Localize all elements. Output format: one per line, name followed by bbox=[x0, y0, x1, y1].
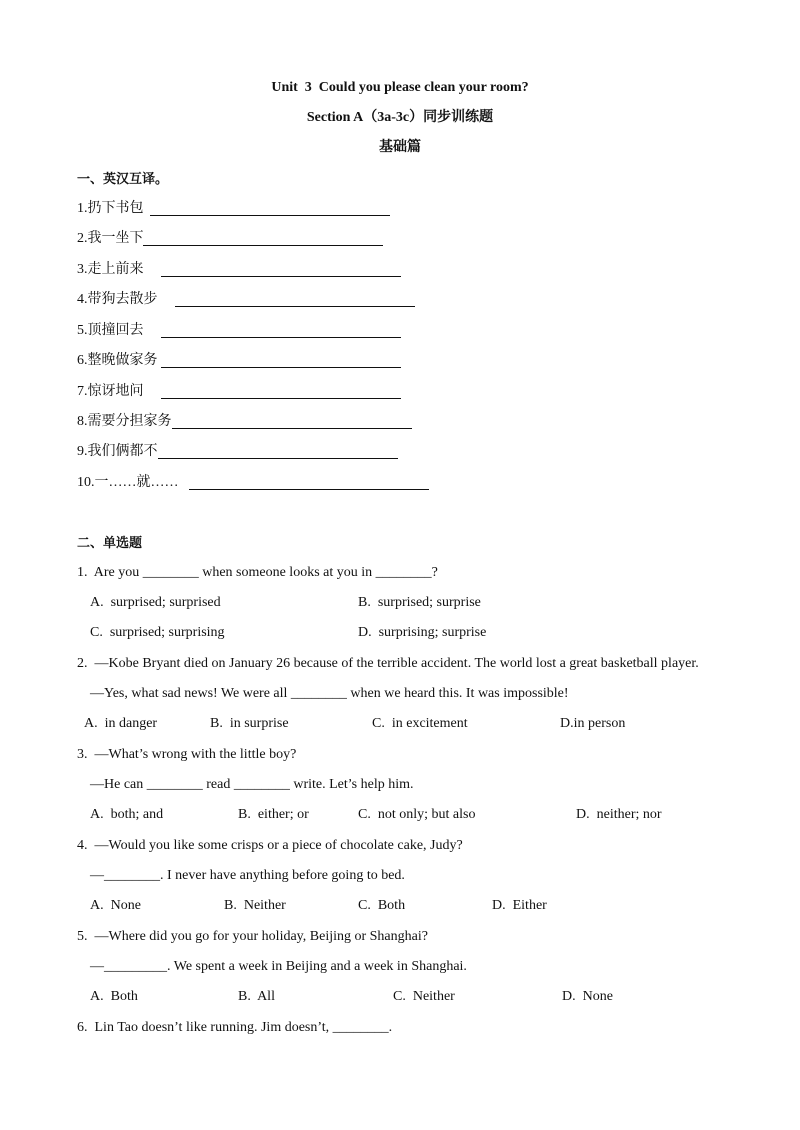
option-b[interactable]: B. All bbox=[238, 989, 275, 1004]
section-multiple-choice-heading: 二、单选题 bbox=[77, 536, 143, 551]
translation-prompt: 2.我一坐下 bbox=[77, 231, 144, 246]
option-a[interactable]: A. Both bbox=[90, 989, 138, 1004]
option-c[interactable]: C. Both bbox=[358, 898, 406, 913]
question-stem: 5. —Where did you go for your holiday, Beijing or Shanghai? bbox=[77, 929, 428, 944]
option-b[interactable]: B. Neither bbox=[224, 898, 286, 913]
option-a[interactable]: A. in danger bbox=[84, 716, 158, 731]
question-stem: 2. —Kobe Bryant died on January 26 because of the terrible accident. The world lost a great basketball player. bbox=[77, 656, 699, 671]
worksheet-level: 基础篇 bbox=[379, 140, 421, 155]
question-stem-line-2: —Yes, what sad news! We were all ________ when we heard this. It was impossible! bbox=[90, 686, 569, 701]
question-stem-line-2: —_________. We spent a week in Beijing and a week in Shanghai. bbox=[90, 959, 467, 974]
answer-blank[interactable] bbox=[158, 458, 398, 459]
translation-prompt: 10.一……就…… bbox=[77, 475, 179, 490]
worksheet-title: Unit 3 Could you please clean your room? bbox=[271, 80, 529, 95]
option-d[interactable]: D. None bbox=[562, 989, 613, 1004]
option-d[interactable]: D. Either bbox=[492, 898, 547, 913]
option-b[interactable]: B. either; or bbox=[238, 807, 309, 822]
option-a[interactable]: A. surprised; surprised bbox=[90, 595, 221, 610]
option-a[interactable]: A. both; and bbox=[90, 807, 164, 822]
translation-prompt: 9.我们俩都不 bbox=[77, 444, 158, 459]
translation-prompt: 8.需要分担家务 bbox=[77, 414, 172, 429]
option-d[interactable]: D. surprising; surprise bbox=[358, 625, 487, 640]
option-b[interactable]: B. in surprise bbox=[210, 716, 289, 731]
question-stem: 6. Lin Tao doesn’t like running. Jim doesn’t, ________. bbox=[77, 1020, 393, 1035]
answer-blank[interactable] bbox=[161, 337, 401, 338]
option-c[interactable]: C. surprised; surprising bbox=[90, 625, 225, 640]
question-stem: 3. —What’s wrong with the little boy? bbox=[77, 747, 297, 762]
answer-blank[interactable] bbox=[172, 428, 412, 429]
option-d[interactable]: D.in person bbox=[560, 716, 626, 731]
answer-blank[interactable] bbox=[161, 276, 401, 277]
answer-blank[interactable] bbox=[175, 306, 415, 307]
section-translation-heading: 一、英汉互译。 bbox=[77, 172, 169, 187]
option-c[interactable]: C. in excitement bbox=[372, 716, 468, 731]
option-d[interactable]: D. neither; nor bbox=[576, 807, 662, 822]
answer-blank[interactable] bbox=[143, 245, 383, 246]
answer-blank[interactable] bbox=[189, 489, 429, 490]
option-c[interactable]: C. not only; but also bbox=[358, 807, 476, 822]
translation-prompt: 6.整晚做家务 bbox=[77, 353, 158, 368]
question-stem: 4. —Would you like some crisps or a piece of chocolate cake, Judy? bbox=[77, 838, 463, 853]
answer-blank[interactable] bbox=[161, 367, 401, 368]
translation-prompt: 3.走上前来 bbox=[77, 262, 144, 277]
option-c[interactable]: C. Neither bbox=[393, 989, 455, 1004]
answer-blank[interactable] bbox=[150, 215, 390, 216]
translation-prompt: 1.扔下书包 bbox=[77, 201, 144, 216]
translation-prompt: 4.带狗去散步 bbox=[77, 292, 158, 307]
worksheet-subtitle: Section A（3a-3c）同步训练题 bbox=[306, 110, 494, 125]
question-stem-line-2: —He can ________ read ________ write. Let’s help him. bbox=[90, 777, 414, 792]
question-stem: 1. Are you ________ when someone looks at you in ________? bbox=[77, 565, 438, 580]
translation-prompt: 5.顶撞回去 bbox=[77, 323, 144, 338]
question-stem-line-2: —________. I never have anything before going to bed. bbox=[90, 868, 405, 883]
translation-prompt: 7.惊讶地问 bbox=[77, 384, 144, 399]
option-b[interactable]: B. surprised; surprise bbox=[358, 595, 481, 610]
answer-blank[interactable] bbox=[161, 398, 401, 399]
option-a[interactable]: A. None bbox=[90, 898, 141, 913]
